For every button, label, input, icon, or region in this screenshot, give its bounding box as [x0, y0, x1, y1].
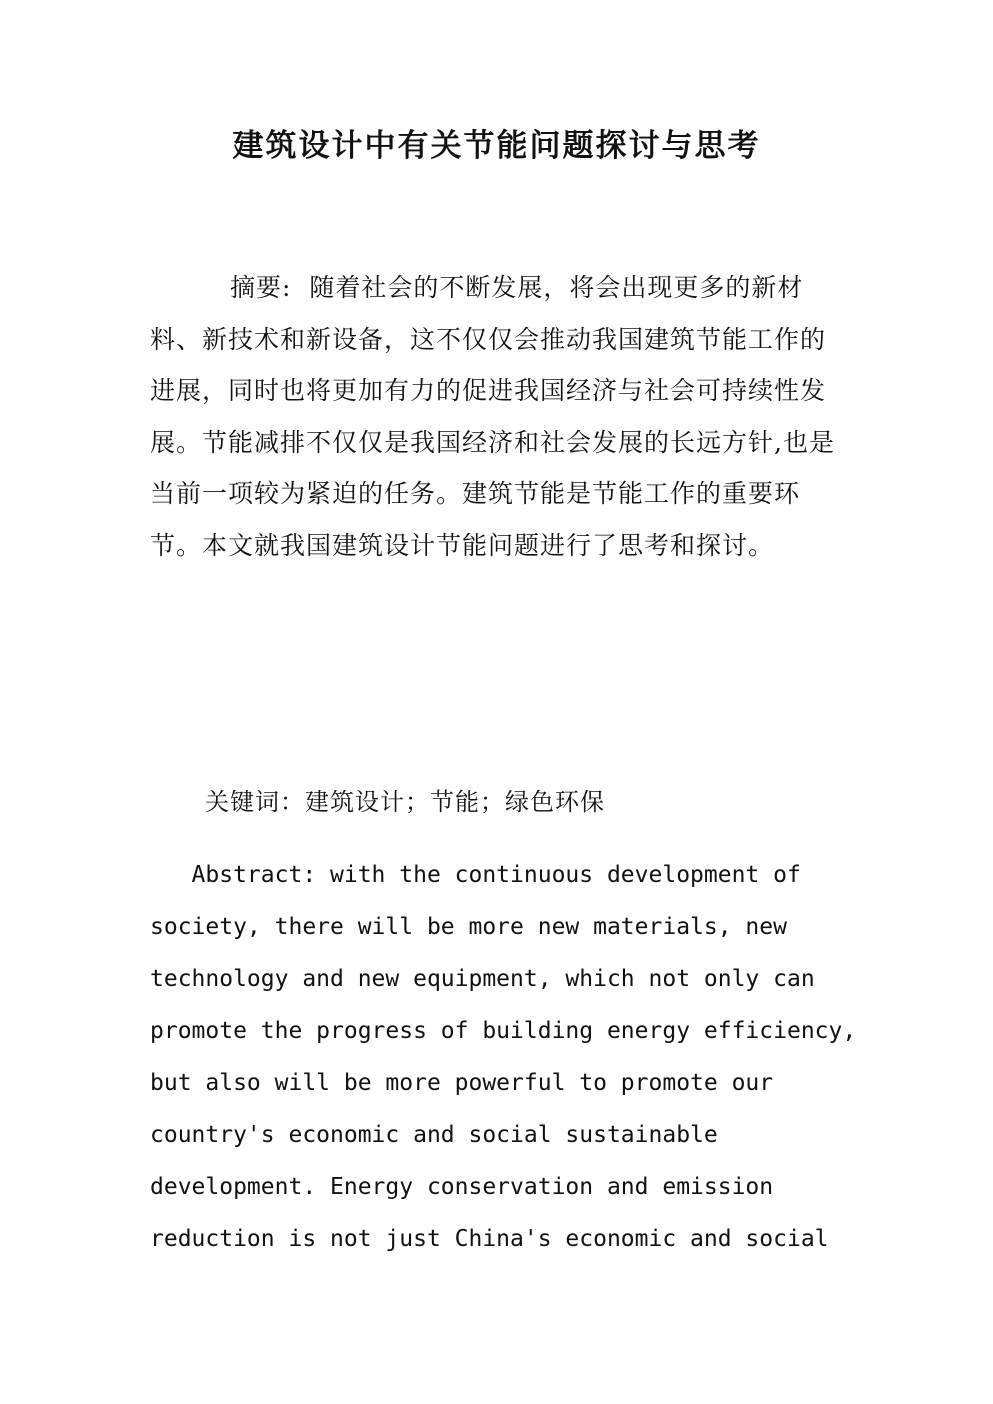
- abstract-chinese: [150, 262, 840, 572]
- abstract-english-line: Abstract: with the continuous development of: [191, 862, 801, 888]
- keywords: 关键词：建筑设计；节能；绿色环保: [205, 788, 605, 816]
- abstract-english: [150, 849, 857, 1265]
- abstract-english-line: but also will be more powerful to promote our: [150, 1070, 774, 1096]
- abstract-chinese-text: 随着社会的不断发展，将会出现更多的新材料、新技术和新设备，这不仅仅会推动我国建筑节能工作的进展，同时也将更加有力的促进我国经济与社会可持续性发展。节能减排不仅仅是我国经济和社会发展的长远方针,也是当前一项较为紧迫的任务。建筑节能是节能工作的重要环节。本文就我国建筑设计节能问题进行了思考和探讨。: [150, 273, 835, 560]
- abstract-english-line: reduction is not just China's economic and social: [150, 1226, 829, 1252]
- abstract-english-line: promote the progress of building energy efficiency,: [150, 1018, 857, 1044]
- abstract-english-line: country's economic and social sustainable: [150, 1122, 718, 1148]
- abstract-label: 摘要:: [230, 273, 292, 302]
- abstract-english-line: society, there will be more new materials, new: [150, 914, 787, 940]
- document-title: 建筑设计中有关节能问题探讨与思考: [232, 128, 761, 164]
- abstract-english-line: technology and new equipment, which not only can: [150, 966, 815, 992]
- abstract-english-line: development. Energy conservation and emission: [150, 1174, 774, 1200]
